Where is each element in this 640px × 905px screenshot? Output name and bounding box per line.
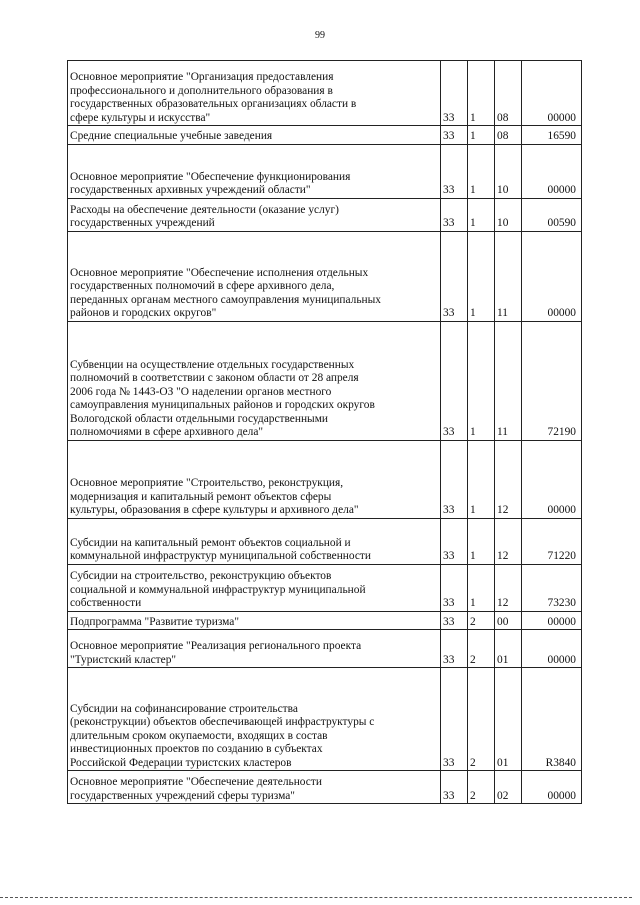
event-cell: 02 [495, 771, 522, 804]
row-name-cell: Субвенции на осуществление отдельных государственных полномочий в соответствии с законом области от 28 апреля 2006 года № 1443-ОЗ "О наделении органов местного самоуправления муниципальных районов и городских округов Вологодской области отдельными государственными полномочиями в сфере архивного дела" [68, 321, 441, 440]
event-cell: 12 [495, 518, 522, 564]
subprogram-cell: 1 [468, 144, 495, 198]
expense-code-cell: 16590 [522, 126, 582, 145]
event-cell: 01 [495, 630, 522, 668]
table-row [68, 144, 582, 198]
table-row [68, 198, 582, 231]
subprogram-cell: 1 [468, 126, 495, 145]
row-name-cell: Основное мероприятие "Обеспечение деятельности государственных учреждений сферы туризма" [68, 771, 441, 804]
subprogram-cell: 1 [468, 518, 495, 564]
table-row [68, 321, 582, 440]
row-name-cell: Основное мероприятие "Обеспечение функционирования государственных архивных учреждений области" [68, 144, 441, 198]
table-row [68, 630, 582, 668]
expense-code-cell: 00000 [522, 440, 582, 518]
row-name-cell: Основное мероприятие "Обеспечение исполнения отдельных государственных полномочий в сфере архивного дела, переданных органам местного самоуправления муниципальных районов и городских округов" [68, 231, 441, 321]
program-cell: 33 [441, 61, 468, 126]
table-row [68, 440, 582, 518]
subprogram-cell: 1 [468, 440, 495, 518]
program-cell: 33 [441, 630, 468, 668]
event-cell: 01 [495, 668, 522, 771]
budget-classification-table [67, 60, 582, 804]
program-cell: 33 [441, 440, 468, 518]
expense-code-cell: 00000 [522, 231, 582, 321]
subprogram-cell: 1 [468, 61, 495, 126]
program-cell: 33 [441, 231, 468, 321]
program-cell: 33 [441, 668, 468, 771]
event-cell: 12 [495, 440, 522, 518]
subprogram-cell: 2 [468, 611, 495, 630]
program-cell: 33 [441, 144, 468, 198]
expense-code-cell: 00000 [522, 611, 582, 630]
table-row [68, 518, 582, 564]
expense-code-cell: 00000 [522, 144, 582, 198]
program-cell: 33 [441, 198, 468, 231]
event-cell: 10 [495, 198, 522, 231]
expense-code-cell: 00000 [522, 61, 582, 126]
subprogram-cell: 1 [468, 198, 495, 231]
row-name-cell: Основное мероприятие "Строительство, реконструкция, модернизация и капитальный ремонт объектов сферы культуры, образования в сфере культуры и архивного дела" [68, 440, 441, 518]
subprogram-cell: 1 [468, 564, 495, 611]
program-cell: 33 [441, 321, 468, 440]
table-row [68, 771, 582, 804]
program-cell: 33 [441, 611, 468, 630]
subprogram-cell: 1 [468, 321, 495, 440]
row-name-cell: Субсидии на строительство, реконструкцию объектов социальной и коммунальной инфраструктур муниципальной собственности [68, 564, 441, 611]
row-name-cell: Субсидии на софинансирование строительства (реконструкции) объектов обеспечивающей инфраструктуры с длительным сроком окупаемости, входящих в состав инвестиционных проектов по созданию в субъектах Российской Федерации туристских кластеров [68, 668, 441, 771]
event-cell: 00 [495, 611, 522, 630]
expense-code-cell: 00000 [522, 771, 582, 804]
table-row [68, 564, 582, 611]
row-name-cell: Основное мероприятие "Организация предоставления профессионального и дополнительного образования в государственных образовательных организациях области в сфере культуры и искусства" [68, 61, 441, 126]
row-name-cell: Основное мероприятие "Реализация регионального проекта "Туристский кластер" [68, 630, 441, 668]
event-cell: 10 [495, 144, 522, 198]
event-cell: 12 [495, 564, 522, 611]
bottom-divider [0, 897, 632, 898]
program-cell: 33 [441, 771, 468, 804]
event-cell: 08 [495, 61, 522, 126]
subprogram-cell: 2 [468, 668, 495, 771]
row-name-cell: Субсидии на капитальный ремонт объектов социальной и коммунальной инфраструктур муниципальной собственности [68, 518, 441, 564]
page-number: 99 [315, 30, 325, 41]
subprogram-cell: 1 [468, 231, 495, 321]
table-row [68, 231, 582, 321]
table-row [68, 61, 582, 126]
subprogram-cell: 2 [468, 630, 495, 668]
expense-code-cell: R3840 [522, 668, 582, 771]
event-cell: 11 [495, 231, 522, 321]
program-cell: 33 [441, 564, 468, 611]
program-cell: 33 [441, 126, 468, 145]
event-cell: 11 [495, 321, 522, 440]
expense-code-cell: 00000 [522, 630, 582, 668]
table-row [68, 668, 582, 771]
row-name-cell: Средние специальные учебные заведения [68, 126, 441, 145]
subprogram-cell: 2 [468, 771, 495, 804]
expense-code-cell: 71220 [522, 518, 582, 564]
row-name-cell: Подпрограмма "Развитие туризма" [68, 611, 441, 630]
expense-code-cell: 72190 [522, 321, 582, 440]
table-row [68, 611, 582, 630]
row-name-cell: Расходы на обеспечение деятельности (оказание услуг) государственных учреждений [68, 198, 441, 231]
event-cell: 08 [495, 126, 522, 145]
program-cell: 33 [441, 518, 468, 564]
table-row [68, 126, 582, 145]
expense-code-cell: 73230 [522, 564, 582, 611]
expense-code-cell: 00590 [522, 198, 582, 231]
